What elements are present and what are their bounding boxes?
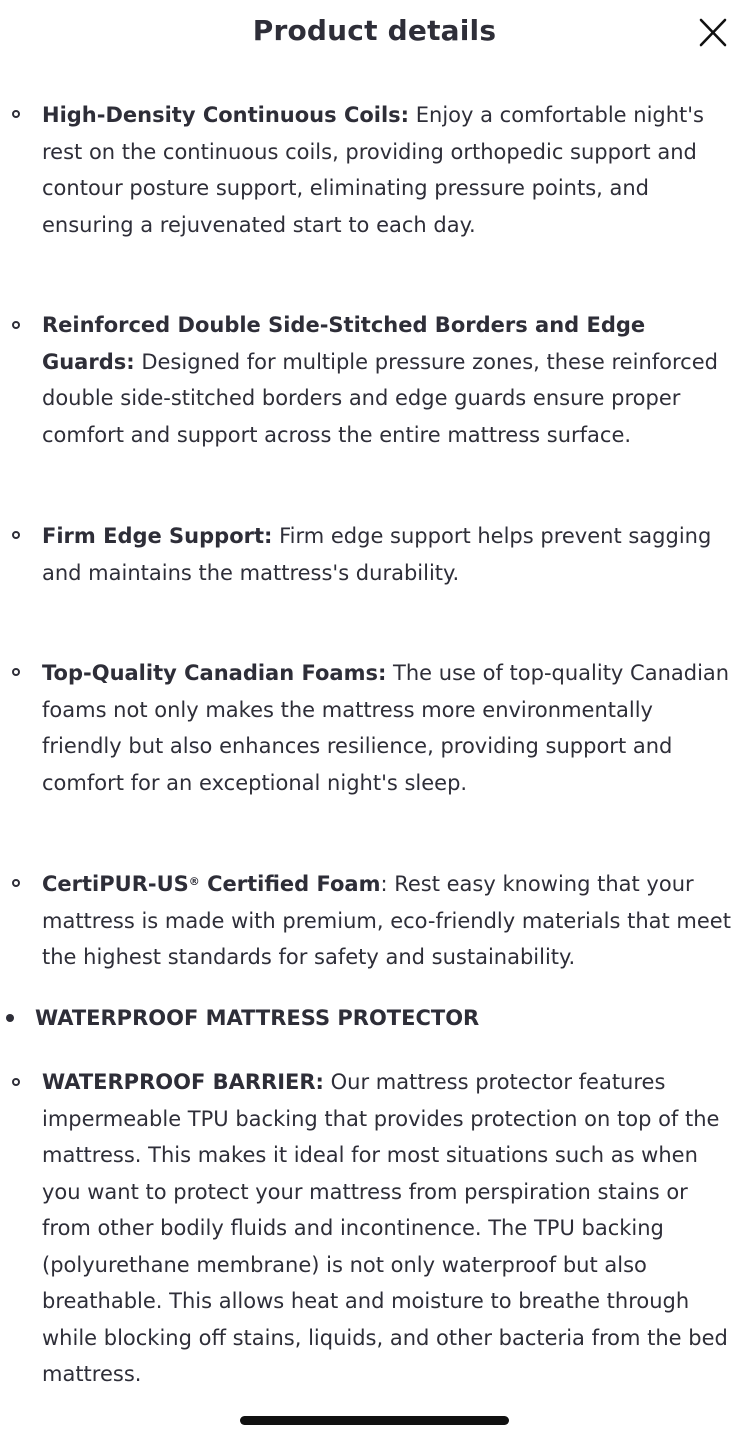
item-term xyxy=(42,872,380,896)
modal-header xyxy=(0,0,749,70)
list-item xyxy=(42,1064,732,1393)
item-term: Reinforced Double Side-Stitched Borders and Edge Guards: xyxy=(42,313,646,374)
item-text: Our mattress protector features impermeable TPU backing that provides protection on top of the mattress. This makes it ideal for most situations such as when you want to protect your mattress from perspiration stains or from other bodily fluids and incontinence. The TPU backing (polyurethane membrane) is not only waterproof but also breathable. This allows heat and moisture to breathe through while blocking off stains, liquids, and other bacteria from the bed mattress. xyxy=(42,1070,728,1386)
bullet-icon xyxy=(12,321,20,329)
close-button[interactable] xyxy=(694,14,732,52)
item-text: Enjoy a comfortable night's rest on the continuous coils, providing orthopedic support and contour posture support, eliminating pressure points, and ensuring a rejuvenated start to each day. xyxy=(42,103,704,237)
list-item xyxy=(42,97,732,243)
close-icon xyxy=(694,14,732,52)
registered-mark: ® xyxy=(188,875,200,888)
bullet-icon xyxy=(12,531,20,539)
item-text: Designed for multiple pressure zones, these reinforced double side-stitched borders and edge guards ensure proper comfort and support across the entire mattress surface. xyxy=(42,349,718,447)
bullet-icon xyxy=(12,110,20,118)
item-text: Firm edge support helps prevent sagging and maintains the mattress's durability. xyxy=(42,524,712,585)
list-item xyxy=(42,307,732,453)
item-text: The use of top-quality Canadian foams not only makes the mattress more environmentally friendly but also enhances resilience, providing support and comfort for an exceptional night's sleep. xyxy=(42,661,730,795)
list-item xyxy=(42,655,732,801)
list-item xyxy=(42,866,732,976)
item-term-prefix: CertiPUR-US xyxy=(42,872,189,896)
item-term: WATERPROOF BARRIER: xyxy=(42,1070,324,1094)
bullet-icon xyxy=(6,1014,14,1022)
item-term: Top-Quality Canadian Foams: xyxy=(42,661,387,685)
section-heading: WATERPROOF MATTRESS PROTECTOR xyxy=(35,1006,480,1030)
list-item xyxy=(42,518,732,591)
page-title: Product details xyxy=(252,14,497,47)
item-term: High-Density Continuous Coils: xyxy=(42,103,410,127)
item-term: Firm Edge Support: xyxy=(42,524,273,548)
home-indicator[interactable] xyxy=(240,1416,509,1425)
bullet-icon xyxy=(12,1078,20,1086)
bullet-icon xyxy=(12,879,20,887)
item-term-suffix: Certified Foam xyxy=(199,872,381,896)
item-text: : Rest easy knowing that your mattress is made with premium, eco-friendly materials that meet the highest standards for safety and sustainability. xyxy=(42,872,731,969)
bullet-icon xyxy=(12,668,20,676)
